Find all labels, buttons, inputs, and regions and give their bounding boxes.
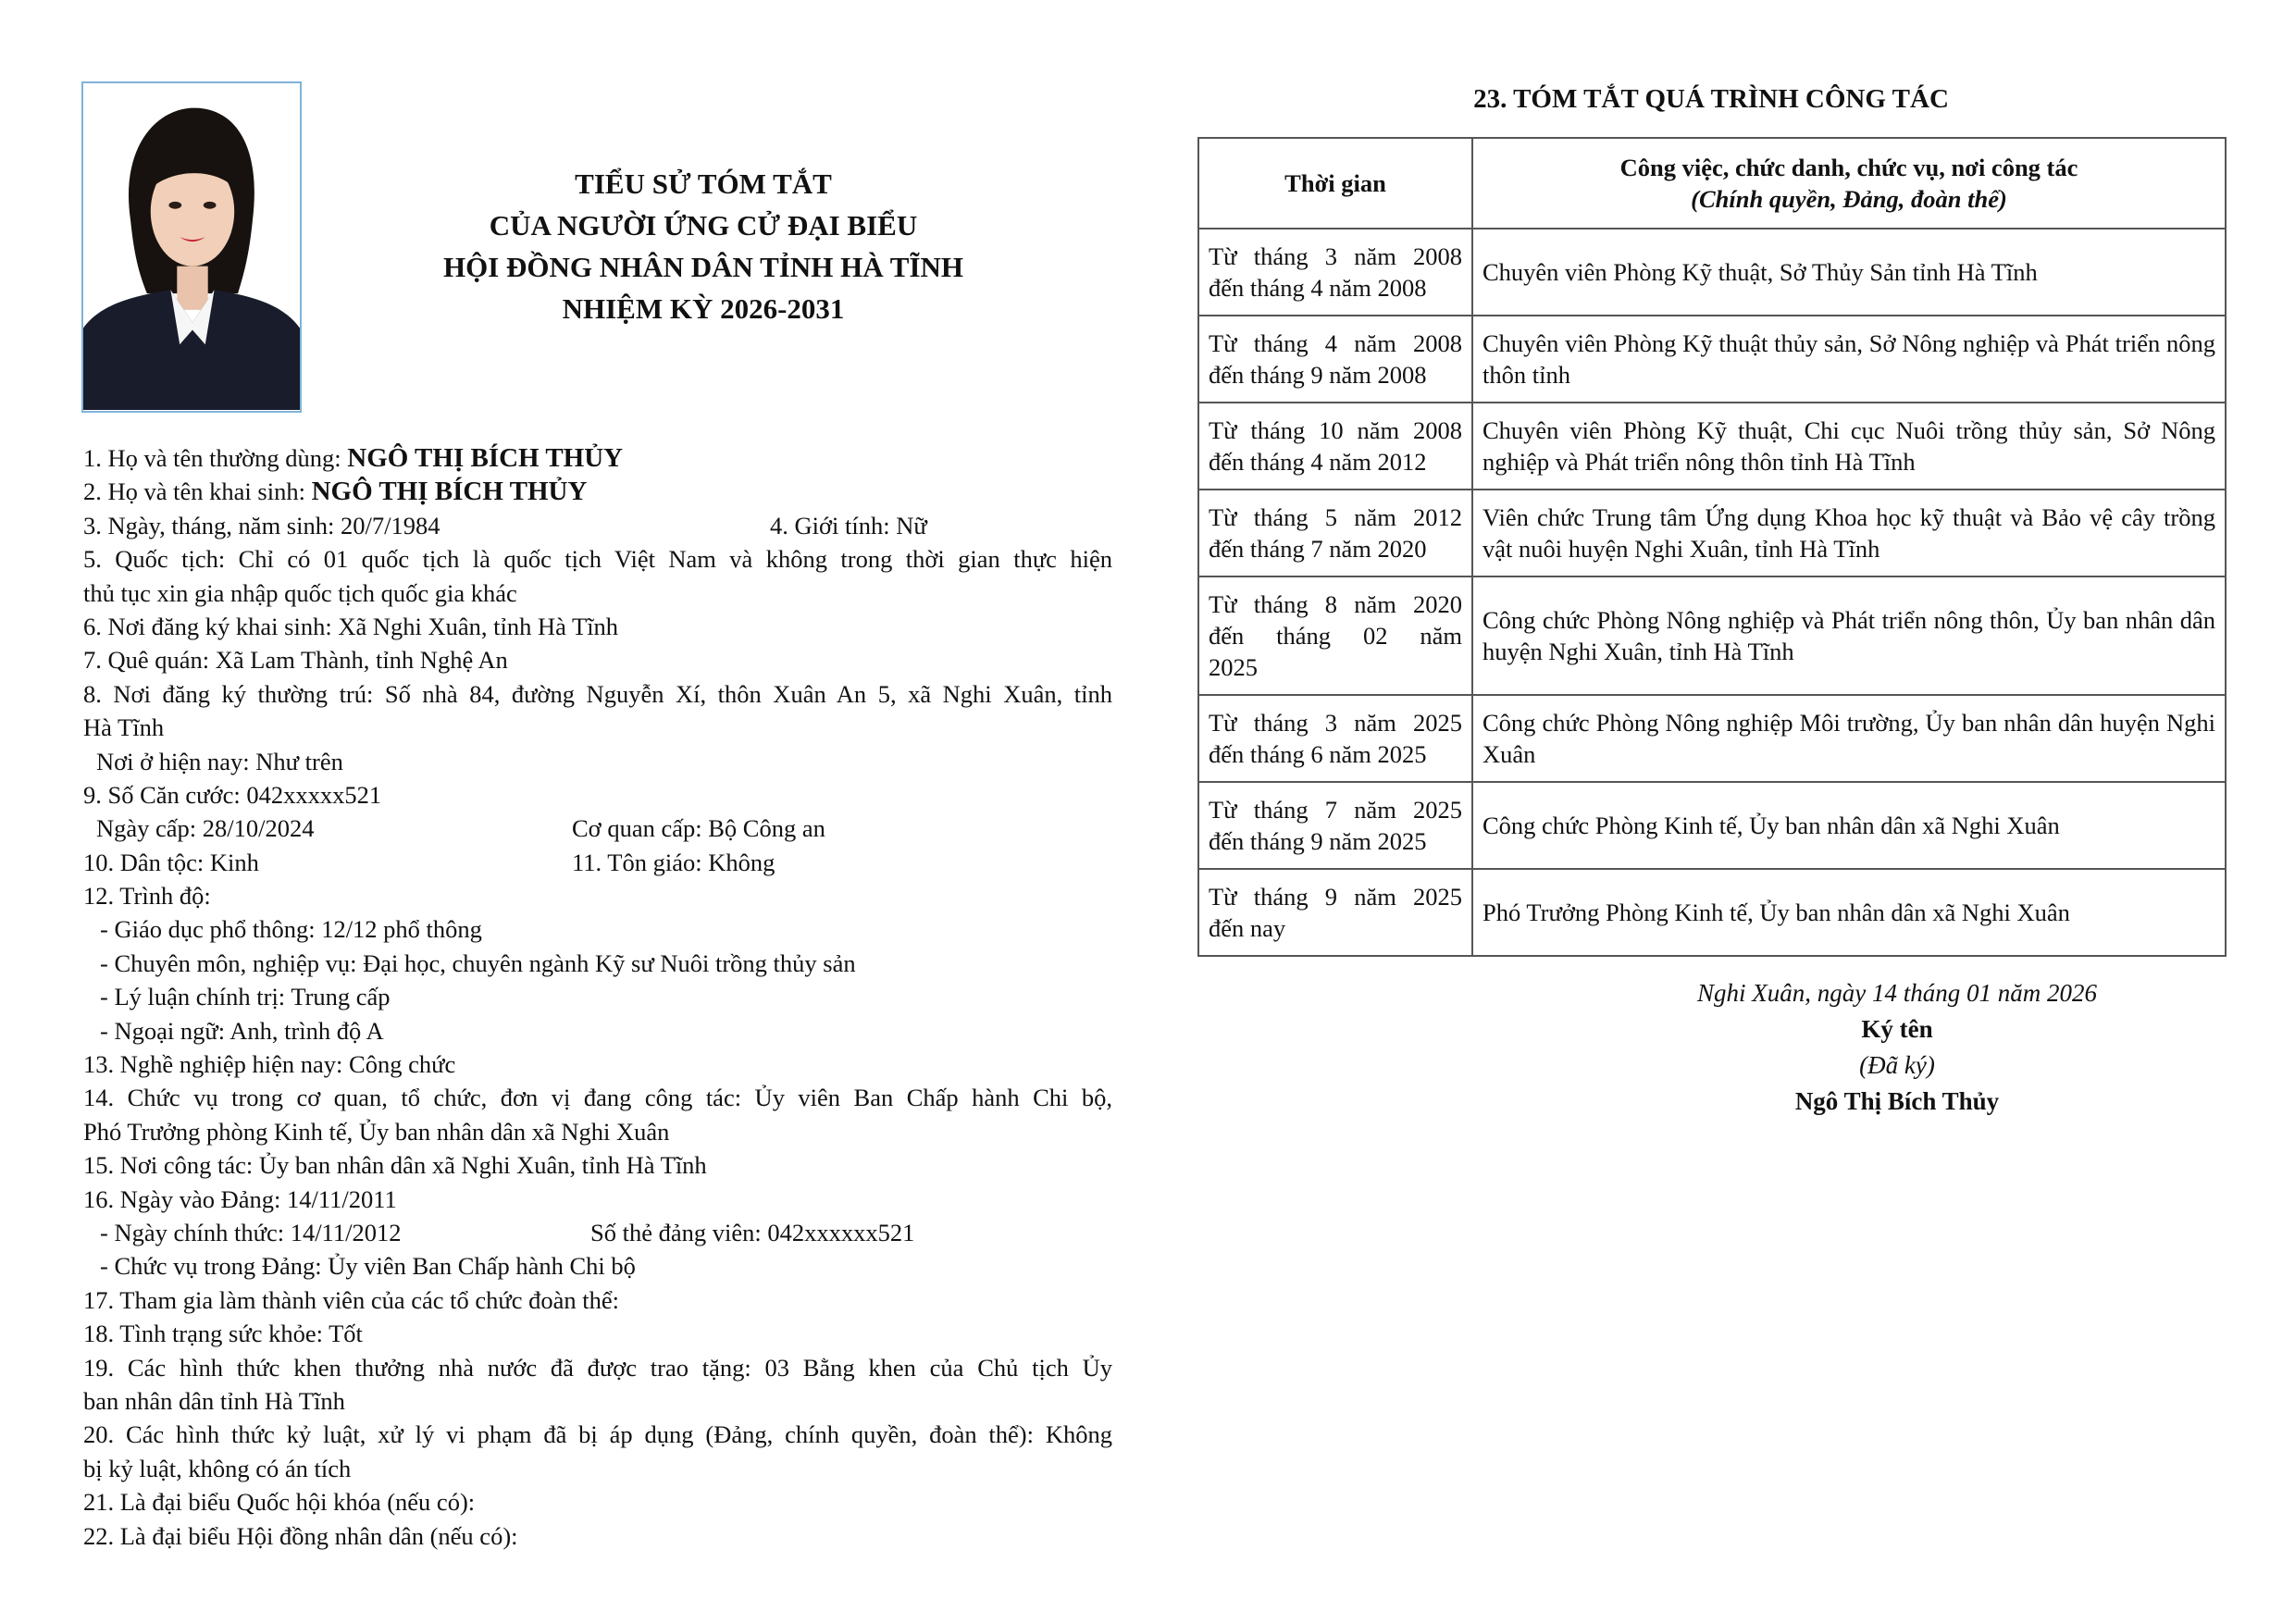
field-education-political: - Lý luận chính trị: Trung cấp [100, 983, 391, 1011]
title-line-4: NHIỆM KỲ 2026-2031 [562, 292, 845, 325]
field-party-join-date: 16. Ngày vào Đảng: 14/11/2011 [83, 1184, 397, 1213]
row-description: Phó Trưởng Phòng Kinh tế, Ủy ban nhân dân xã Nghi Xuân [1472, 869, 2226, 956]
field-id-number: 9. Số Căn cước: 042xxxxx521 [83, 780, 382, 809]
time-line: đến tháng 6 năm 2025 [1209, 740, 1427, 768]
row-time [1198, 229, 1472, 316]
row-description: Công chức Phòng Nông nghiệp và Phát triển nông thôn, Ủy ban nhân dân huyện Nghi Xuân, tỉnh Hà Tĩnh [1472, 576, 2226, 695]
field-position-line-2: Phó Trưởng phòng Kinh tế, Ủy ban nhân dân xã Nghi Xuân [83, 1117, 670, 1146]
field-label: 2. Họ và tên khai sinh: [83, 477, 312, 506]
gender: 4. Giới tính: Nữ [770, 511, 927, 539]
title-line-1: TIỂU SỬ TÓM TẮT [575, 167, 832, 200]
table-row [1198, 403, 2226, 490]
time-line: Từ tháng 3 năm 2008 [1209, 242, 1462, 270]
id-issue-agency: Cơ quan cấp: Bộ Công an [572, 814, 825, 843]
field-discipline-line-1: 20. Các hình thức kỷ luật, xử lý vi phạm đã bị áp dụng (Đảng, chính quyền, đoàn thể): Không [83, 1420, 1112, 1449]
field-hometown: 7. Quê quán: Xã Lam Thành, tỉnh Nghệ An [83, 646, 508, 675]
field-position-line-1: 14. Chức vụ trong cơ quan, tổ chức, đơn vị đang công tác: Ủy viên Ban Chấp hành Chi bộ, [83, 1084, 1112, 1112]
signed-note: (Đã ký) [1859, 1051, 1935, 1079]
time-line: Từ tháng 7 năm 2025 [1209, 796, 1462, 824]
title-line-2: CỦA NGƯỜI ỨNG CỬ ĐẠI BIỂU [489, 209, 918, 242]
header-description [1472, 138, 2226, 229]
field-education-language: - Ngoại ngữ: Anh, trình độ A [100, 1016, 384, 1045]
field-birth-name [83, 475, 1112, 508]
field-party-position: - Chức vụ trong Đảng: Ủy viên Ban Chấp hành Chi bộ [100, 1252, 636, 1281]
work-history-title: 23. TÓM TẮT QUÁ TRÌNH CÔNG TÁC [1473, 84, 1949, 114]
party-official-date: - Ngày chính thức: 14/11/2012 [100, 1218, 402, 1246]
table-row [1198, 316, 2226, 403]
field-permanent-address-line-1: 8. Nơi đăng ký thường trú: Số nhà 84, đường Nguyễn Xí, thôn Xuân An 5, xã Nghi Xuân, tỉnh [83, 679, 1112, 708]
time-line: Từ tháng 4 năm 2008 [1209, 329, 1462, 357]
field-health: 18. Tình trạng sức khỏe: Tốt [83, 1320, 363, 1348]
field-birth-registration: 6. Nơi đăng ký khai sinh: Xã Nghi Xuân, tỉnh Hà Tĩnh [83, 612, 619, 640]
field-nationality-line-1: 5. Quốc tịch: Chỉ có 01 quốc tịch là quốc tịch Việt Nam và không trong thời gian thực hiện [83, 545, 1112, 574]
header-description-line-1: Công việc, chức danh, chức vụ, nơi công tác [1619, 154, 2078, 181]
field-ethnicity-religion [83, 846, 1112, 879]
row-description: Viên chức Trung tâm Ứng dụng Khoa học kỹ thuật và Bảo vệ cây trồng vật nuôi huyện Nghi Xuân, tỉnh Hà Tĩnh [1472, 490, 2226, 576]
field-id-issue [83, 812, 1112, 845]
header-description-line-2: (Chính quyền, Đảng, đoàn thể) [1691, 185, 2007, 213]
field-current-residence: Nơi ở hiện nay: Như trên [96, 747, 343, 775]
work-history-table [1197, 137, 2227, 957]
portrait-photo [81, 81, 302, 413]
field-permanent-address-line-2: Hà Tĩnh [83, 713, 165, 742]
row-time [1198, 316, 1472, 403]
time-line: Từ tháng 10 năm 2008 [1209, 416, 1462, 444]
birth-name-value: NGÔ THỊ BÍCH THỦY [311, 477, 588, 507]
field-common-name [83, 441, 1112, 475]
table-row [1198, 490, 2226, 576]
field-occupation: 13. Nghề nghiệp hiện nay: Công chức [83, 1050, 456, 1079]
place-date: Nghi Xuân, ngày 14 tháng 01 năm 2026 [1697, 979, 2097, 1007]
table-header-row [1198, 138, 2226, 229]
row-description: Chuyên viên Phòng Kỹ thuật thủy sản, Sở Nông nghiệp và Phát triển nông thôn tỉnh [1472, 316, 2226, 403]
field-education-professional: - Chuyên môn, nghiệp vụ: Đại học, chuyên ngành Kỹ sư Nuôi trồng thủy sản [100, 948, 856, 977]
time-line: đến tháng 4 năm 2008 [1209, 274, 1427, 302]
field-awards-line-1: 19. Các hình thức khen thưởng nhà nước đã được trao tặng: 03 Bằng khen của Chủ tịch Ủy [83, 1353, 1112, 1382]
time-line: Từ tháng 5 năm 2012 [1209, 503, 1462, 531]
time-line: đến tháng 4 năm 2012 [1209, 448, 1427, 476]
row-time [1198, 695, 1472, 782]
time-line: đến tháng 9 năm 2025 [1209, 827, 1427, 855]
row-time [1198, 869, 1472, 956]
table-row [1198, 869, 2226, 956]
party-card-number: Số thẻ đảng viên: 042xxxxxx521 [590, 1218, 915, 1246]
time-line: đến tháng 02 năm [1209, 622, 1462, 650]
signature-block [1573, 975, 2221, 1120]
row-time [1198, 490, 1472, 576]
time-line: đến tháng 7 năm 2020 [1209, 535, 1427, 563]
portrait-image [83, 83, 300, 411]
biography-section [83, 441, 1112, 1553]
time-line: 2025 [1209, 653, 1258, 681]
field-awards-line-2: ban nhân dân tỉnh Hà Tĩnh [83, 1386, 345, 1415]
table-row [1198, 782, 2226, 869]
row-description: Công chức Phòng Kinh tế, Ủy ban nhân dân xã Nghi Xuân [1472, 782, 2226, 869]
time-line: Từ tháng 8 năm 2020 [1209, 590, 1462, 618]
field-workplace: 15. Nơi công tác: Ủy ban nhân dân xã Nghi Xuân, tỉnh Hà Tĩnh [83, 1151, 707, 1180]
field-birth-gender [83, 509, 1112, 542]
signer-name: Ngô Thị Bích Thủy [1794, 1087, 2000, 1115]
field-organizations: 17. Tham gia làm thành viên của các tổ chức đoàn thể: [83, 1285, 620, 1314]
row-time [1198, 782, 1472, 869]
id-issue-date: Ngày cấp: 28/10/2024 [96, 814, 315, 843]
field-discipline-line-2: bị kỷ luật, không có án tích [83, 1454, 352, 1482]
birth-date: 3. Ngày, tháng, năm sinh: 20/7/1984 [83, 511, 440, 539]
table-row [1198, 695, 2226, 782]
common-name-value: NGÔ THỊ BÍCH THỦY [347, 443, 624, 473]
field-party-official [83, 1216, 1112, 1249]
document-title [379, 163, 1027, 329]
time-line: Từ tháng 3 năm 2025 [1209, 709, 1462, 737]
row-description: Chuyên viên Phòng Kỹ thuật, Chi cục Nuôi trồng thủy sản, Sở Nông nghiệp và Phát triển nông thôn tỉnh Hà Tĩnh [1472, 403, 2226, 490]
row-time [1198, 403, 1472, 490]
time-line: Từ tháng 9 năm 2025 [1209, 883, 1462, 911]
religion: 11. Tôn giáo: Không [572, 848, 775, 876]
ethnicity: 10. Dân tộc: Kinh [83, 848, 259, 876]
header-time: Thời gian [1198, 138, 1472, 229]
field-peoples-council: 22. Là đại biểu Hội đồng nhân dân (nếu có): [83, 1521, 518, 1550]
field-nationality-line-2: thủ tục xin gia nhập quốc tịch quốc gia khác [83, 578, 517, 607]
sign-label: Ký tên [1861, 1015, 1933, 1043]
title-line-3: HỘI ĐỒNG NHÂN DÂN TỈNH HÀ TĨNH [442, 251, 964, 283]
table-row [1198, 576, 2226, 695]
row-description: Công chức Phòng Nông nghiệp Môi trường, Ủy ban nhân dân huyện Nghi Xuân [1472, 695, 2226, 782]
time-line: đến tháng 9 năm 2008 [1209, 361, 1427, 389]
field-national-assembly: 21. Là đại biểu Quốc hội khóa (nếu có): [83, 1488, 476, 1517]
table-row [1198, 229, 2226, 316]
field-education-general: - Giáo dục phổ thông: 12/12 phổ thông [100, 915, 482, 944]
field-education: 12. Trình độ: [83, 882, 211, 911]
row-description: Chuyên viên Phòng Kỹ thuật, Sở Thủy Sản tỉnh Hà Tĩnh [1472, 229, 2226, 316]
time-line: đến nay [1209, 914, 1286, 942]
row-time [1198, 576, 1472, 695]
field-label: 1. Họ và tên thường dùng: [83, 444, 348, 472]
